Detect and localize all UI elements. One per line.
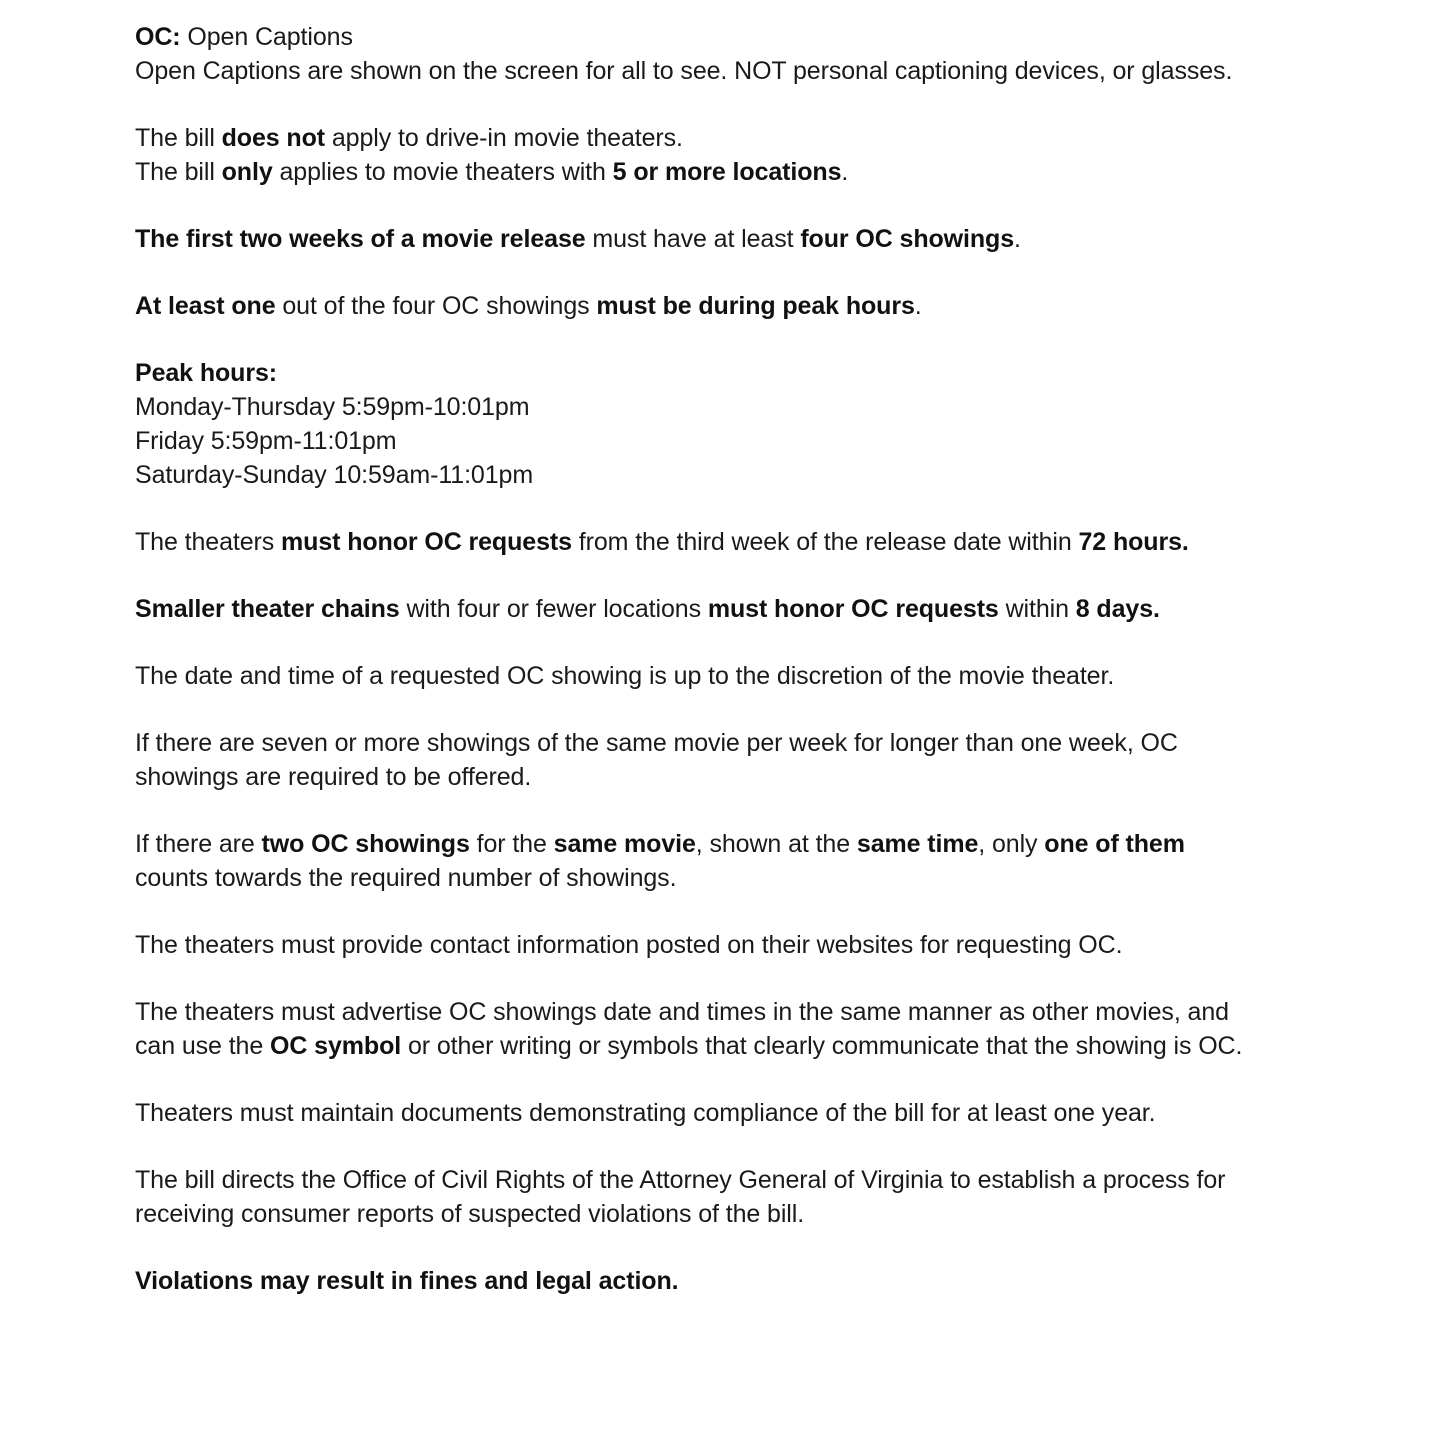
smaller-chains-rule: Smaller theater chains with four or fewer locations must honor OC requests within 8 days.: [135, 595, 1160, 623]
discretion-rule: The date and time of a requested OC showing is up to the discretion of the movie theater.: [135, 662, 1115, 690]
same-time-rule: If there are two OC showings for the same movie, shown at the same time, only one of them counts towards the required number of showings.: [135, 830, 1185, 892]
civil-rights-rule: The bill directs the Office of Civil Rights of the Attorney General of Virginia to establish a process for receiving consumer reports of suspected violations of the bill.: [135, 1166, 1226, 1228]
oc-definition-title: OC: Open Captions: [135, 23, 353, 51]
seven-showings-rule: If there are seven or more showings of the same movie per week for longer than one week, OC showings are required to be offered.: [135, 729, 1178, 791]
document-body: [135, 20, 1315, 1331]
bill-scope: [135, 121, 1315, 189]
violations-note: Violations may result in fines and legal action.: [135, 1267, 679, 1295]
oc-definition-text: Open Captions are shown on the screen for all to see. NOT personal captioning devices, or glasses.: [135, 57, 1233, 85]
drive-in-exclusion: The bill does not apply to drive-in movie theaters.: [135, 124, 683, 152]
peak-hours-row: Saturday-Sunday 10:59am-11:01pm: [135, 461, 534, 489]
advertising-rule: The theaters must advertise OC showings date and times in the same manner as other movies, and can use the OC symbol or other writing or symbols that clearly communicate that the showing is OC.: [135, 998, 1243, 1060]
peak-hours-rule: At least one out of the four OC showings must be during peak hours.: [135, 292, 922, 320]
peak-hours-row: Friday 5:59pm-11:01pm: [135, 427, 397, 455]
peak-hours-heading: Peak hours:: [135, 359, 278, 387]
oc-definition: [135, 20, 1315, 88]
oc-requests-rule: The theaters must honor OC requests from the third week of the release date within 72 hours.: [135, 528, 1189, 556]
contact-info-rule: The theaters must provide contact information posted on their websites for requesting OC.: [135, 931, 1123, 959]
first-two-weeks-rule: The first two weeks of a movie release must have at least four OC showings.: [135, 225, 1021, 253]
peak-hours-row: Monday-Thursday 5:59pm-10:01pm: [135, 393, 530, 421]
peak-hours-schedule: [135, 356, 1315, 492]
location-requirement: The bill only applies to movie theaters with 5 or more locations.: [135, 158, 849, 186]
documentation-rule: Theaters must maintain documents demonstrating compliance of the bill for at least one year.: [135, 1099, 1156, 1127]
